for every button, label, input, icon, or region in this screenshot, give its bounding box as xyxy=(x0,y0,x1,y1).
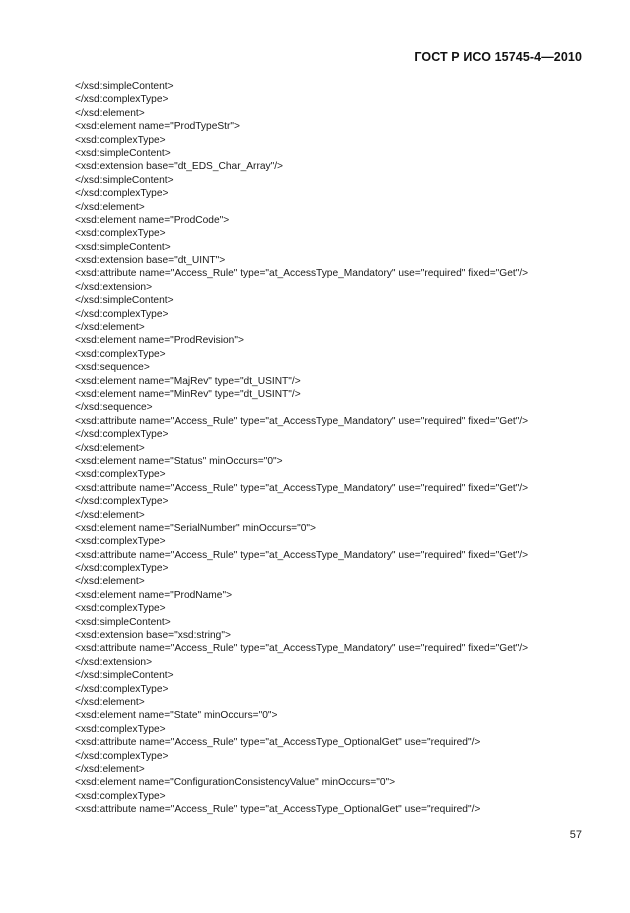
code-line: </xsd:complexType> xyxy=(75,563,169,575)
code-line: </xsd:simpleContent> xyxy=(75,174,174,186)
code-line: </xsd:complexType> xyxy=(75,750,169,762)
xsd-code-listing xyxy=(75,80,528,816)
code-line: </xsd:element> xyxy=(75,322,145,334)
code-line: </xsd:element> xyxy=(75,107,145,119)
code-line: <xsd:element name="MajRev" type="dt_USINT"/> xyxy=(75,375,301,387)
code-line: <xsd:extension base="xsd:string"> xyxy=(75,630,231,642)
code-line: </xsd:element> xyxy=(75,696,145,708)
code-line: </xsd:complexType> xyxy=(75,496,169,508)
code-line: <xsd:element name="ProdRevision"> xyxy=(75,335,244,347)
code-line: </xsd:extension> xyxy=(75,656,153,668)
code-line: <xsd:complexType> xyxy=(75,723,166,735)
code-line: </xsd:simpleContent> xyxy=(75,295,174,307)
code-line: <xsd:complexType> xyxy=(75,790,166,802)
code-line: <xsd:simpleContent> xyxy=(75,616,171,628)
code-line: <xsd:complexType> xyxy=(75,134,166,146)
code-line: </xsd:element> xyxy=(75,576,145,588)
code-line: <xsd:simpleContent> xyxy=(75,147,171,159)
standard-header: ГОСТ Р ИСО 15745-4—2010 xyxy=(414,50,582,64)
code-line: </xsd:simpleContent> xyxy=(75,81,174,92)
code-line: <xsd:attribute name="Access_Rule" type="at_AccessType_Mandatory" use="required" fixed="Get"/> xyxy=(75,415,529,427)
code-line: <xsd:complexType> xyxy=(75,536,166,548)
code-line: <xsd:element name="MinRev" type="dt_USINT"/> xyxy=(75,388,301,400)
code-line: <xsd:element name="ProdName"> xyxy=(75,589,233,601)
code-line: <xsd:element name="ProdTypeStr"> xyxy=(75,121,240,133)
code-line: </xsd:complexType> xyxy=(75,94,169,106)
code-line: <xsd:complexType> xyxy=(75,469,166,481)
page-number: 57 xyxy=(569,829,582,841)
code-line: <xsd:complexType> xyxy=(75,228,166,240)
code-line: </xsd:complexType> xyxy=(75,188,169,200)
code-line: <xsd:simpleContent> xyxy=(75,241,171,253)
code-line: </xsd:extension> xyxy=(75,281,153,293)
code-line: <xsd:element name="ProdCode"> xyxy=(75,214,230,226)
code-line: <xsd:element name="ConfigurationConsistencyValue" minOccurs="0"> xyxy=(75,777,396,789)
code-line: </xsd:element> xyxy=(75,763,145,775)
code-line: <xsd:extension base="dt_UINT"> xyxy=(75,255,226,267)
code-line: <xsd:attribute name="Access_Rule" type="at_AccessType_Mandatory" use="required" fixed="Get"/> xyxy=(75,268,529,280)
code-line: </xsd:element> xyxy=(75,442,145,454)
code-line: <xsd:attribute name="Access_Rule" type="at_AccessType_OptionalGet" use="required"/> xyxy=(75,804,481,816)
code-line: <xsd:attribute name="Access_Rule" type="at_AccessType_Mandatory" use="required" fixed="Get"/> xyxy=(75,482,529,494)
code-line: <xsd:attribute name="Access_Rule" type="at_AccessType_OptionalGet" use="required"/> xyxy=(75,737,481,749)
code-line: <xsd:extension base="dt_EDS_Char_Array"/> xyxy=(75,161,283,173)
code-line: <xsd:attribute name="Access_Rule" type="at_AccessType_Mandatory" use="required" fixed="Get"/> xyxy=(75,643,529,655)
code-line: </xsd:sequence> xyxy=(75,402,153,414)
code-line: <xsd:element name="State" minOccurs="0"> xyxy=(75,710,278,722)
code-line: <xsd:complexType> xyxy=(75,348,166,360)
code-line: </xsd:simpleContent> xyxy=(75,670,174,682)
code-line: </xsd:complexType> xyxy=(75,308,169,320)
code-line: <xsd:complexType> xyxy=(75,603,166,615)
code-line: </xsd:element> xyxy=(75,201,145,213)
code-line: <xsd:sequence> xyxy=(75,362,150,374)
code-line: </xsd:element> xyxy=(75,509,145,521)
code-line: <xsd:element name="Status" minOccurs="0"> xyxy=(75,455,283,467)
code-line: <xsd:attribute name="Access_Rule" type="at_AccessType_Mandatory" use="required" fixed="Get"/> xyxy=(75,549,529,561)
code-line: <xsd:element name="SerialNumber" minOccurs="0"> xyxy=(75,522,316,534)
code-line: </xsd:complexType> xyxy=(75,429,169,441)
code-line: </xsd:complexType> xyxy=(75,683,169,695)
